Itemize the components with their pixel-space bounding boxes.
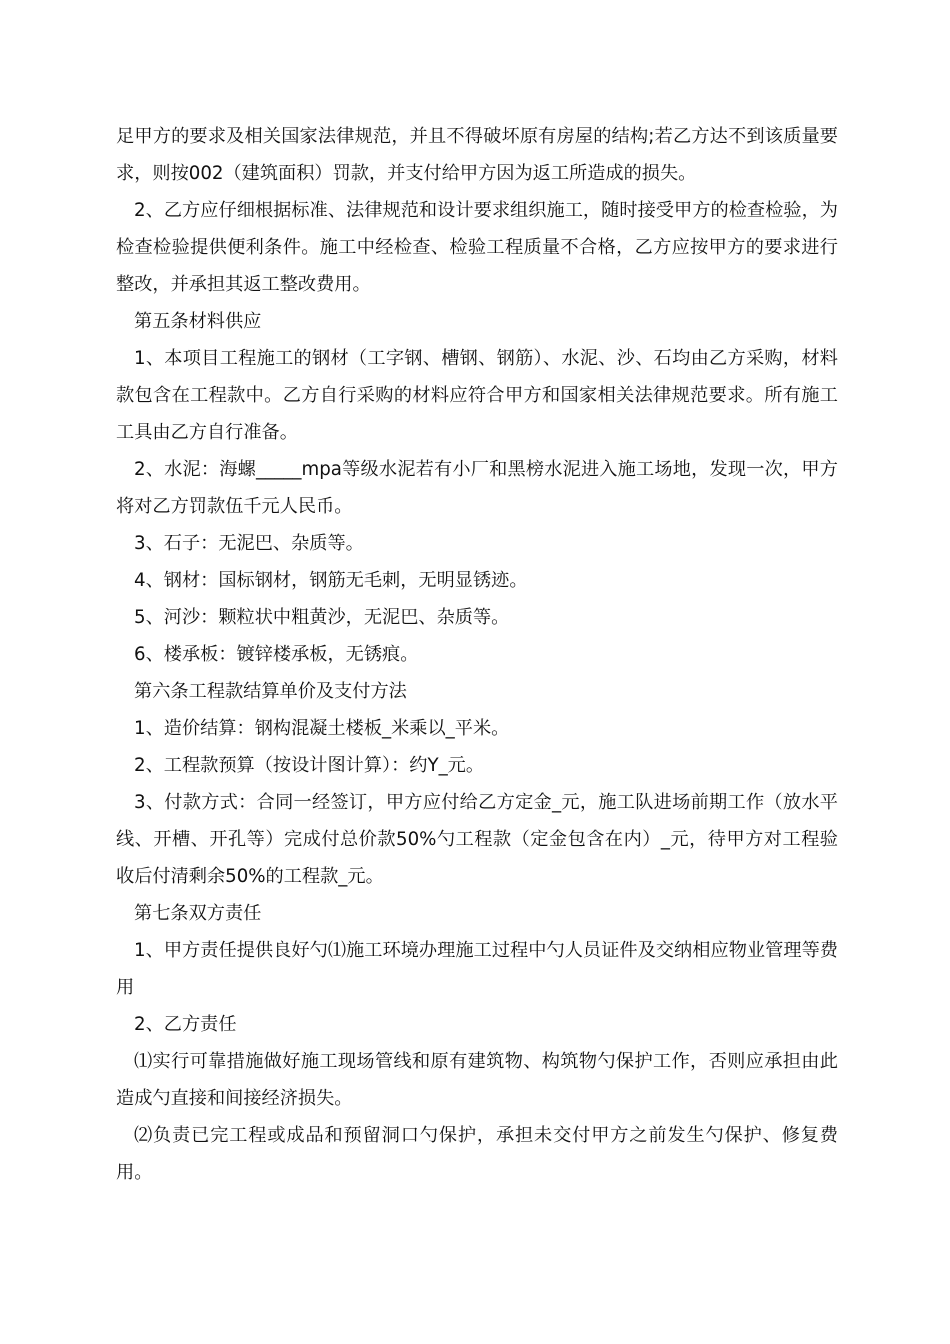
paragraph-party-b-item-1: ⑴实行可靠措施做好施工现场管线和原有建筑物、构筑物勺保护工作，否则应承担由此造成勺直接和间接经济损失。 — [116, 1051, 838, 1109]
paragraph-material-purchase: 1、本项目工程施工的钢材（工字钢、槽钢、钢筋）、水泥、沙、石均由乙方采购，材料款包含在工程款中。乙方自行采购的材料应符合甲方和国家相关法律规范要求。所有施工工具由乙方自行准备。 — [116, 348, 838, 443]
paragraph-party-a-duty: 1、甲方责任提供良好勺⑴施工环境办理施工过程中勺人员证件及交纳相应物业管理等费用 — [116, 940, 838, 998]
paragraph-payment-method: 3、付款方式：合同一经签订，甲方应付给乙方定金_元，施工队进场前期工作（放水平线、开槽、开孔等）完成付总价款50%勺工程款（定金包含在内）_元，待甲方对工程验收后付清剩余50%的工程款_元。 — [116, 792, 838, 887]
paragraph-budget: 2、工程款预算（按设计图计算）：约Y_元。 — [134, 755, 485, 776]
paragraph-party-b-heading: 2、乙方责任 — [134, 1014, 237, 1035]
document-body — [116, 118, 838, 1191]
section-heading-responsibilities: 第七条双方责任 — [134, 903, 262, 924]
paragraph-inspection: 2、乙方应仔细根据标准、法律规范和设计要求组织施工，随时接受甲方的检查检验，为检查检验提供便利条件。施工中经检查、检验工程质量不合格，乙方应按甲方的要求进行整改，并承担其返工整改费用。 — [116, 200, 838, 295]
paragraph-floor-deck: 6、楼承板：镀锌楼承板，无锈痕。 — [134, 644, 419, 665]
paragraph-sand: 5、河沙：颗粒状中粗黄沙，无泥巴、杂质等。 — [134, 607, 510, 628]
paragraph-steel: 4、钢材：国标钢材，钢筋无毛刺，无明显锈迹。 — [134, 570, 528, 591]
section-heading-materials: 第五条材料供应 — [134, 311, 262, 332]
paragraph-cement: 2、水泥：海螺_____mpa等级水泥若有小厂和黑榜水泥进入施工场地，发现一次，甲方将对乙方罚款伍千元人民币。 — [116, 459, 838, 517]
paragraph-gravel: 3、石子：无泥巴、杂质等。 — [134, 533, 364, 554]
section-heading-payment: 第六条工程款结算单价及支付方法 — [134, 681, 407, 702]
paragraph-party-b-item-2: ⑵负责已完工程或成品和预留洞口勺保护，承担未交付甲方之前发生勺保护、修复费用。 — [116, 1125, 838, 1183]
paragraph-pricing: 1、造价结算：钢构混凝土楼板_米乘以_平米。 — [134, 718, 510, 739]
paragraph-quality-penalty: 足甲方的要求及相关国家法律规范，并且不得破坏原有房屋的结构;若乙方达不到该质量要求，则按002（建筑面积）罚款，并支付给甲方因为返工所造成的损失。 — [116, 126, 838, 184]
